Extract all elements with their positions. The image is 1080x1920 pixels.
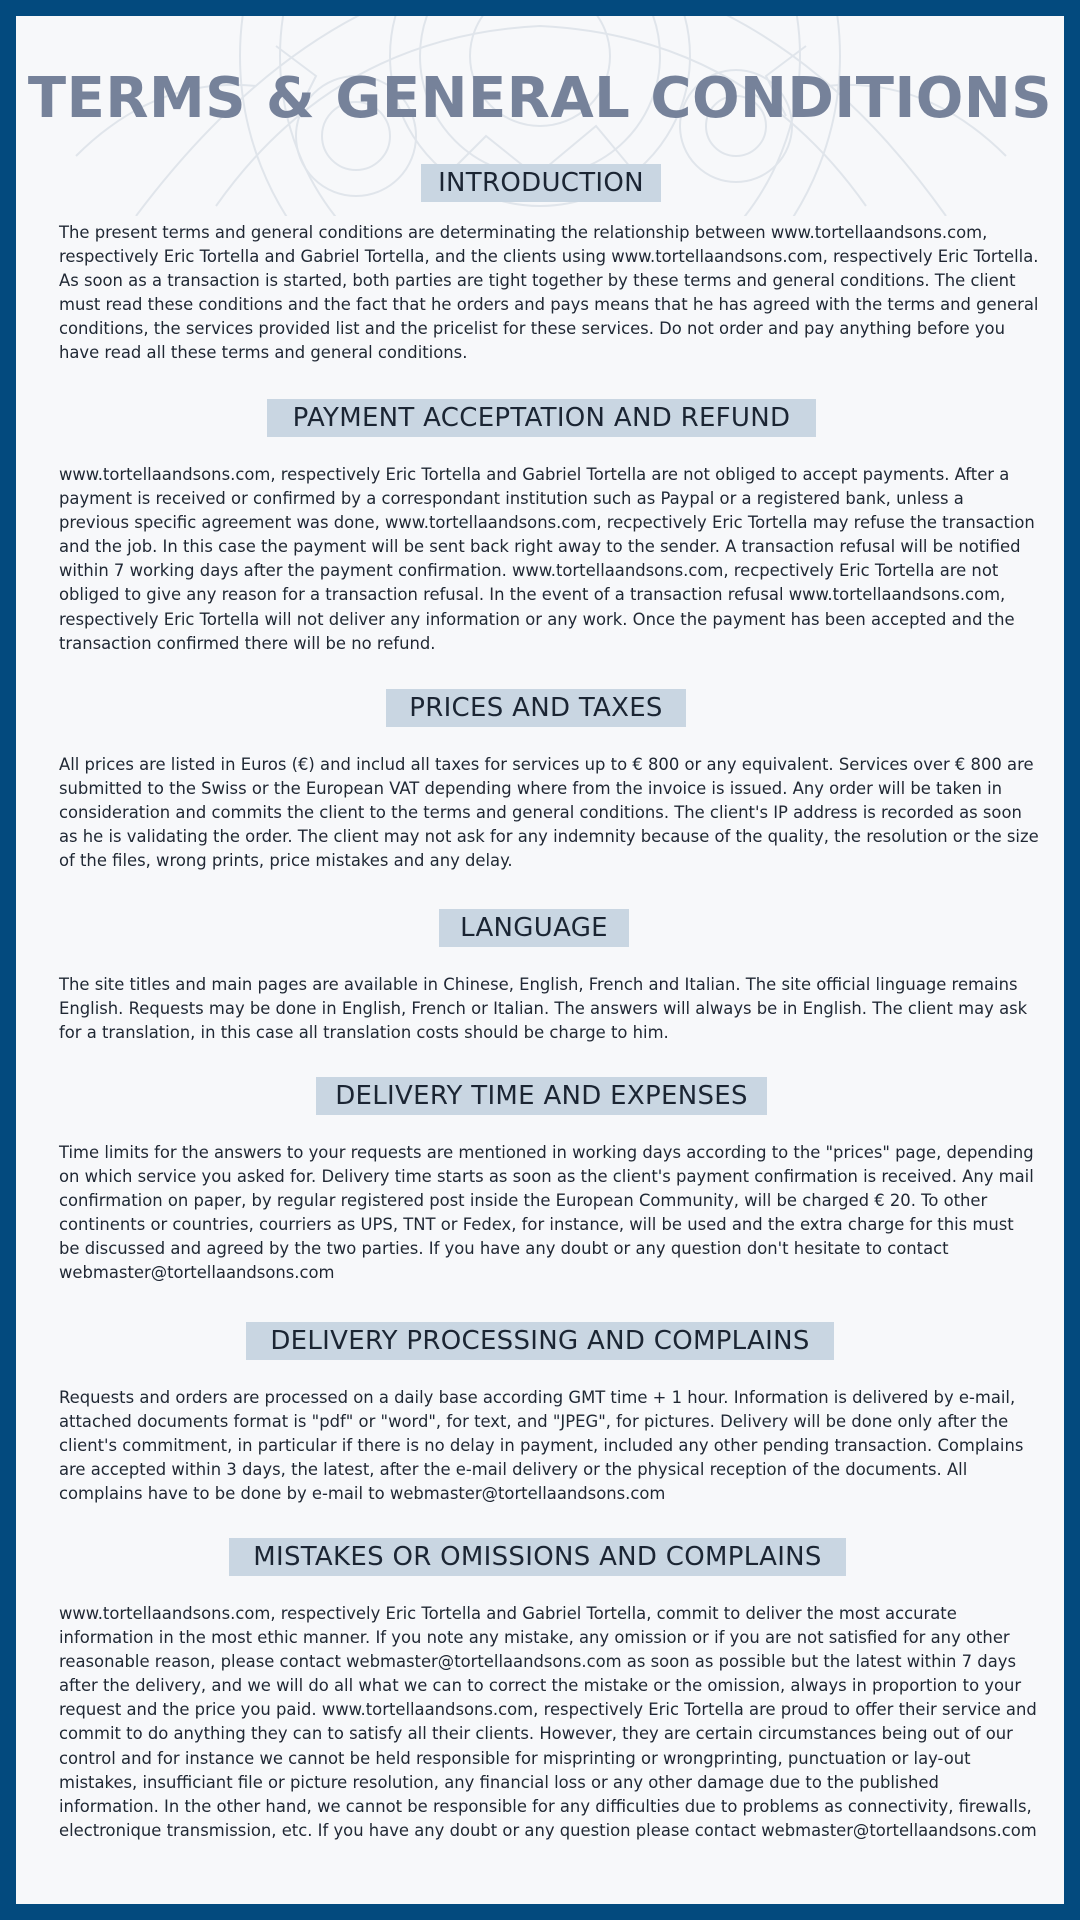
section-heading-delivery-time: DELIVERY TIME AND EXPENSES bbox=[316, 1077, 767, 1115]
document-page bbox=[16, 16, 1064, 1904]
section-body-payment: www.tortellaandsons.com, respectively Eric Tortella and Gabriel Tortella are not obliged to accept payments. After a payment is received or confirmed by a correspondant institution such as Paypal or a registered bank, unless a previous specific agreement was done, www.tortellaandsons.com, recpectively Eric Tortella may refuse the transaction and the job. In this case the payment will be sent back right away to the sender. A transaction refusal will be notified within 7 working days after the payment confirmation. www.tortellaandsons.com, recpectively Eric Tortella are not obliged to give any reason for a transaction refusal. In the event of a transaction refusal www.tortellaandsons.com, respectively Eric Tortella will not deliver any information or any work. Once the payment has been accepted and the transaction confirmed there will be no refund. bbox=[59, 465, 1035, 653]
section-body-language: The site titles and main pages are available in Chinese, English, French and Italian. The site official linguage remains English. Requests may be done in English, French or Italian. The answers will always be in English. The client may ask for a translation, in this case all translation costs should be charge to him. bbox=[59, 975, 1028, 1043]
section-heading-mistakes: MISTAKES OR OMISSIONS AND COMPLAINS bbox=[229, 1538, 846, 1576]
section-heading-language: LANGUAGE bbox=[439, 909, 629, 947]
page-title: TERMS & GENERAL CONDITIONS bbox=[27, 66, 1053, 131]
section-body-mistakes: www.tortellaandsons.com, respectively Eric Tortella and Gabriel Tortella, commit to deliver the most accurate information in the most ethic manner. If you note any mistake, any omission or if you are not satisfied for any other reasonable reason, please contact webmaster@tortellaandsons.com as soon as possible but the latest within 7 days after the delivery, and we will do all what we can to correct the mistake or the omission, always in proportion to your request and the price you paid. www.tortellaandsons.com, respectively Eric Tortella are proud to offer their service and commit to do anything they can to satisfy all their clients. However, they are certain circumstances being out of our control and for instance we cannot be held responsible for misprinting or wrongprinting, punctuation or lay-out mistakes, insufficiant file or picture resolution, any financial loss or any other damage due to the published information. In the other hand, we cannot be responsible for any difficulties due to problems as connectivity, firewalls, electronique transmission, etc. If you have any doubt or any question please contact webmaster@tortellaandsons.com bbox=[59, 1604, 1037, 1840]
section-heading-payment: PAYMENT ACCEPTATION AND REFUND bbox=[267, 399, 816, 437]
section-heading-introduction: INTRODUCTION bbox=[421, 164, 661, 202]
section-heading-prices: PRICES AND TAXES bbox=[386, 689, 686, 727]
section-body-introduction: The present terms and general conditions are determinating the relationship between www.tortellaandsons.com, respectively Eric Tortella and Gabriel Tortella, and the clients using www.tortellaandsons.com, respectively Eric Tortella. As soon as a transaction is started, both parties are tight together by these terms and general conditions. The client must read these conditions and the fact that he orders and pays means that he has agreed with the terms and general conditions, the services provided list and the pricelist for these services. Do not order and pay anything before you have read all these terms and general conditions. bbox=[59, 223, 1039, 363]
section-heading-delivery-processing: DELIVERY PROCESSING AND COMPLAINS bbox=[246, 1322, 834, 1360]
section-body-delivery-processing: Requests and orders are processed on a daily base according GMT time + 1 hour. Information is delivered by e-mail, attached documents format is "pdf" or "word", for text, and "JPEG", for pictures. Delivery will be done only after the client's commitment, in particular if there is no delay in payment, included any other pending transaction. Complains are accepted within 3 days, the latest, after the e-mail delivery or the physical reception of the documents. All complains have to be done by e-mail to webmaster@tortellaandsons.com bbox=[59, 1388, 1024, 1504]
section-body-delivery-time: Time limits for the answers to your requests are mentioned in working days according to the "prices" page, depending on which service you asked for. Delivery time starts as soon as the client's payment confirmation is received. Any mail confirmation on paper, by regular registered post inside the European Community, will be charged € 20. To other continents or countries, courriers as UPS, TNT or Fedex, for instance, will be used and the extra charge for this must be discussed and agreed by the two parties. If you have any doubt or any question don't hesitate to contact webmaster@tortellaandsons.com bbox=[59, 1143, 1034, 1283]
section-body-prices: All prices are listed in Euros (€) and includ all taxes for services up to € 800 or any equivalent. Services over € 800 are submitted to the Swiss or the European VAT depending where from the invoice is issued. Any order will be taken in consideration and commits the client to the terms and general conditions. The client's IP address is recorded as soon as he is validating the order. The client may not ask for any indemnity because of the quality, the resolution or the size of the files, wrong prints, price mistakes and any delay. bbox=[59, 755, 1039, 871]
